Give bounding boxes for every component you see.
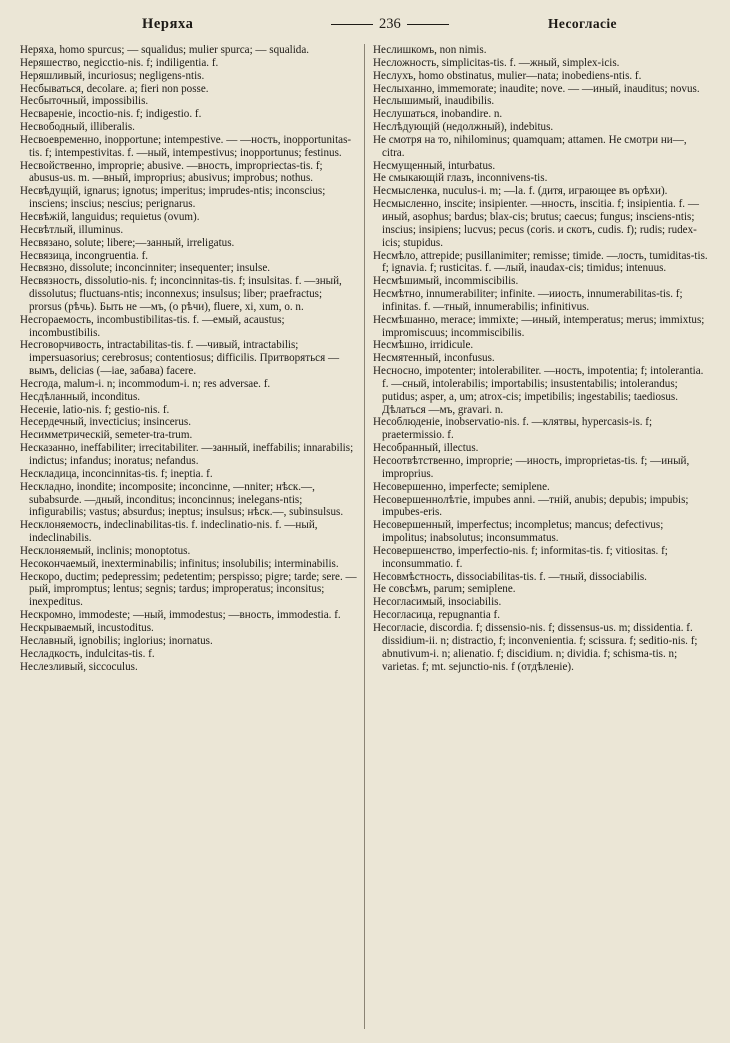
dictionary-entry: Несклоняемость, indeclinabilitas-tis. f. indeclinatio-nis. f. —ный, indeclinabilis. [20, 519, 318, 545]
dictionary-entry: Несмѣтно, innumerabiliter; infinite. —ииость, innumerabilitas-tis. f; infinitas. f. —тный, innumerabilis; infinitivus. [373, 288, 683, 313]
dictionary-entry: Несвѣдущiй, ignarus; ignotus; imperitus; imprudes-ntis; inconscius; insciens; inscius; nescius; perignarus. [20, 185, 326, 211]
dictionary-entry: Неслезливый, siccoculus. [20, 660, 138, 673]
dictionary-entry: Несогласie, discordia. f; dissensio-nis. f; dissensus-us. m; dissidentia. f. dissidium-ii. n; distractio, f; inconvenientia. f; scissura. f; seditio-nis. f; abnutivum-i. n; alienatio. f; discidium. n; dividia. f; schisma-tis. n; varietas. f; mt. sejunctio-nis. f (отдѣленie). [373, 621, 698, 673]
dictionary-entry: Несвойственно, improprie; abusive. —вность, impropriectas-tis. f; abusus-us. m. —вный, improprius; abusivus; improbus; nothus. [20, 159, 323, 185]
dictionary-entry: Неслѣдующiй (недолжный), indebitus. [373, 121, 554, 134]
dictionary-entry: Не смотря на то, nihilominus; quamquam; attamen. Не смотри ни—, citra. [373, 133, 687, 159]
dictionary-entry: Несимметрическiй, semeter-tra-trum. [20, 429, 193, 442]
dictionary-entry: Неслухъ, homo obstinatus, mulier—nata; inobediens-ntis. f. [373, 69, 642, 82]
dictionary-entry: Несвязано, solute; libere;—занный, irreligatus. [20, 236, 235, 249]
dictionary-columns [20, 44, 710, 1029]
left-running-head: Неряха [142, 16, 194, 32]
right-column [364, 44, 710, 1029]
dictionary-entry: Нескрываемый, incustoditus. [20, 621, 154, 634]
dictionary-entry: Несвѣжiй, languidus; requietus (ovum). [20, 210, 200, 223]
dictionary-entry: Неряшество, negicctio-nis. f; indiligentia. f. [20, 56, 219, 69]
dictionary-entry: Несердечный, invecticius; insincerus. [20, 416, 192, 429]
left-column [20, 44, 364, 1029]
dictionary-entry: Несвязица, incongruentia. f. [20, 249, 149, 262]
dictionary-entry: Неслышимый, inaudibilis. [373, 95, 495, 108]
header-dash-right [407, 24, 449, 25]
dictionary-entry: Несогласица, repugnantia f. [373, 609, 501, 622]
dictionary-entry: Несмущенный, inturbatus. [373, 159, 496, 172]
dictionary-entry: Несобранный, illectus. [373, 442, 479, 455]
dictionary-entry: Не смыкающiй глазъ, inconnivens-tis. [373, 172, 548, 185]
dictionary-entry: Несовершенство, imperfectio-nis. f; informitas-tis. f; vitiositas. f; inconsummatio. f. [373, 544, 668, 570]
dictionary-entry: Несмысленка, nuculus-i. m; —la. f. (дитя, играющее въ орѣхи). [373, 185, 668, 198]
dictionary-entry: Несбываться, decolare. a; fieri non posse. [20, 82, 209, 95]
dictionary-entry: Неславный, ignobilis; inglorius; inornatus. [20, 634, 213, 647]
dictionary-entry: Несенie, latio-nis. f; gestio-nis. f. [20, 403, 170, 416]
dictionary-entry: Несмѣшанно, merace; immixte; —иный, intemperatus; merus; immixtus; impromiscuus; incommiscibilis. [373, 313, 705, 339]
right-running-head: Несогласie [548, 16, 617, 31]
dictionary-entry: Неслыханно, immemorate; inaudite; nove. — —иный, inauditus; novus. [373, 82, 700, 95]
dictionary-entry: Несовершеннолѣтie, impubes anni. —тнiй, anubis; depubis; impubis; impubes-eris. [373, 493, 689, 519]
dictionary-entry: Несдѣланный, inconditus. [20, 390, 141, 403]
dictionary-entry: Неслишкомъ, non nimis. [373, 44, 487, 56]
dictionary-entry: Нескромно, immodeste; —ный, immodestus; —вность, immodestia. f. [20, 609, 341, 622]
dictionary-entry: Несвязно, dissolute; inconcinniter; insequenter; insulse. [20, 262, 271, 275]
dictionary-entry: Несвѣтлый, illuminus. [20, 223, 124, 236]
dictionary-entry: Несложность, simplicitas-tis. f. —жный, simplex-icis. [373, 56, 620, 69]
dictionary-entry: Неряха, homo spurcus; — squalidus; mulier spurca; — squalida. [20, 44, 310, 56]
page-number: 236 [379, 16, 401, 32]
dictionary-entry: Нескоро, ductim; pedepressim; pedetentim; perspisso; pigre; tarde; sere. —рый, impromptus; lentus; segnis; tardus; improperatus; inconsitus; inexpeditus. [20, 570, 357, 609]
dictionary-entry: Неряшливый, incuriosus; negligens-ntis. [20, 69, 205, 82]
dictionary-entry: Несносно, impotenter; intolerabiliter. —ность, impotentia; f; intolerantia. f. —сный, intolerabilis; importabilis; insustentabilis; intolerandus; putidus; asper, a, um; atrox-cis; impetibilis; ingestabilis; taediosus. Дѣлаться —мъ, gravari. n. [373, 365, 704, 416]
dictionary-entry: Несклоняемый, inclinis; monoptotus. [20, 544, 191, 557]
dictionary-entry: Несогласимый, insociabilis. [373, 596, 502, 609]
dictionary-entry: Несвоевременно, inopportune; intempestive. — —ность, inopportunitas-tis. f; intempestivitas. f. —ный, intempestivus; inopportunus; festinus. [20, 133, 352, 159]
dictionary-entry: Несваренie, incoctio-nis. f; indigestio. f. [20, 108, 202, 121]
dictionary-entry: Несгода, malum-i. n; incommodum-i. n; res adversae. f. [20, 377, 271, 390]
dictionary-entry: Несмятенный, inconfusus. [373, 352, 495, 365]
page-header [20, 14, 710, 40]
dictionary-entry: Несмѣло, attrepide; pusillanimiter; remisse; timide. —лость, tumiditas-tis. f; ignavia. f; rusticitas. f. —лый, inaudax-cis; timidus; intenuus. [373, 249, 708, 275]
dictionary-entry: Несмѣшимый, incommiscibilis. [373, 275, 519, 288]
dictionary-entry: Не совсѣмъ, parum; semiplene. [373, 583, 516, 596]
dictionary-entry: Несоотвѣтственно, improprie; —иность, improprietas-tis. f; —иный, improprius. [373, 455, 690, 480]
dictionary-entry: Несладкость, indulcitas-tis. f. [20, 647, 155, 660]
dictionary-entry: Несмѣшно, irridicule. [373, 339, 474, 352]
dictionary-entry: Несоблюденie, inobservatio-nis. f. —клятвы, hypercasis-is. f; praetermissio. f. [373, 416, 653, 442]
dictionary-entry: Несбыточный, impossibilis. [20, 95, 149, 108]
dictionary-entry: Нескладица, inconcinnitas-tis. f; ineptia. f. [20, 467, 213, 480]
dictionary-entry: Несгораемость, incombustibilitas-tis. f. —емый, acaustus; incombustibilis. [20, 313, 285, 339]
dictionary-entry: Несокончаемый, inexterminabilis; infinitus; insolubilis; interminabilis. [20, 557, 339, 570]
dictionary-entry: Несказанно, ineffabiliter; irrecitabiliter. —занный, ineffabilis; innarabilis; indictus; infandus; inoratus; nefandus. [20, 442, 354, 467]
dictionary-entry: Несовмѣстность, dissociabilitas-tis. f. —тный, dissociabilis. [373, 570, 647, 583]
dictionary-entry: Нескладно, inondite; incomposite; inconcinne, —nniter; нѣск.—, subabsurde. —дный, inconditus; inconcinnus; inelegans-ntis; infigurabilis; vastus; absurdus; ineptus; insulsus; нѣск.—, subinsulsus. [20, 480, 344, 519]
dictionary-entry: Несговорчивость, intractabilitas-tis. f. —чивый, intractabilis; impersuasorius; cerebrosus; contentiosus; difficilis. Притворяться —вымъ, delicias (—iae, забава) facere. [20, 339, 340, 378]
dictionary-entry: Несмысленно, inscite; insipienter. —нность, inscitia. f; insipientia. f. —иный, asophus; bardus; blax-cis; brutus; caecus; fungus; insciens-ntis; inscius; insipiens; lucvus; pecus (coris. и скотъ, cudis. f); rudis; rudex-icis; stupidus. [373, 198, 699, 249]
dictionary-entry: Несвязность, dissolutio-nis. f; inconcinnitas-tis. f; insulsitas. f. —зный, dissolutus; fluctuans-ntis; inconnexus; insulsus; liber; praefractus; prorsus (рѣчь). Быть не —мъ, (о рѣчи), fluere, xi, xum, o. n. [20, 275, 342, 313]
dictionary-entry: Несвободный, illiberalis. [20, 121, 135, 134]
dictionary-entry: Несовершенно, imperfecte; semiplene. [373, 480, 550, 493]
dictionary-entry: Несовершенный, imperfectus; incompletus; mancus; defectivus; impolitus; inabsolutus; inconsummatus. [373, 519, 664, 545]
dictionary-entry: Неслушаться, inobandire. n. [373, 108, 503, 121]
page-number-line [325, 16, 455, 33]
header-dash-left [331, 24, 373, 25]
